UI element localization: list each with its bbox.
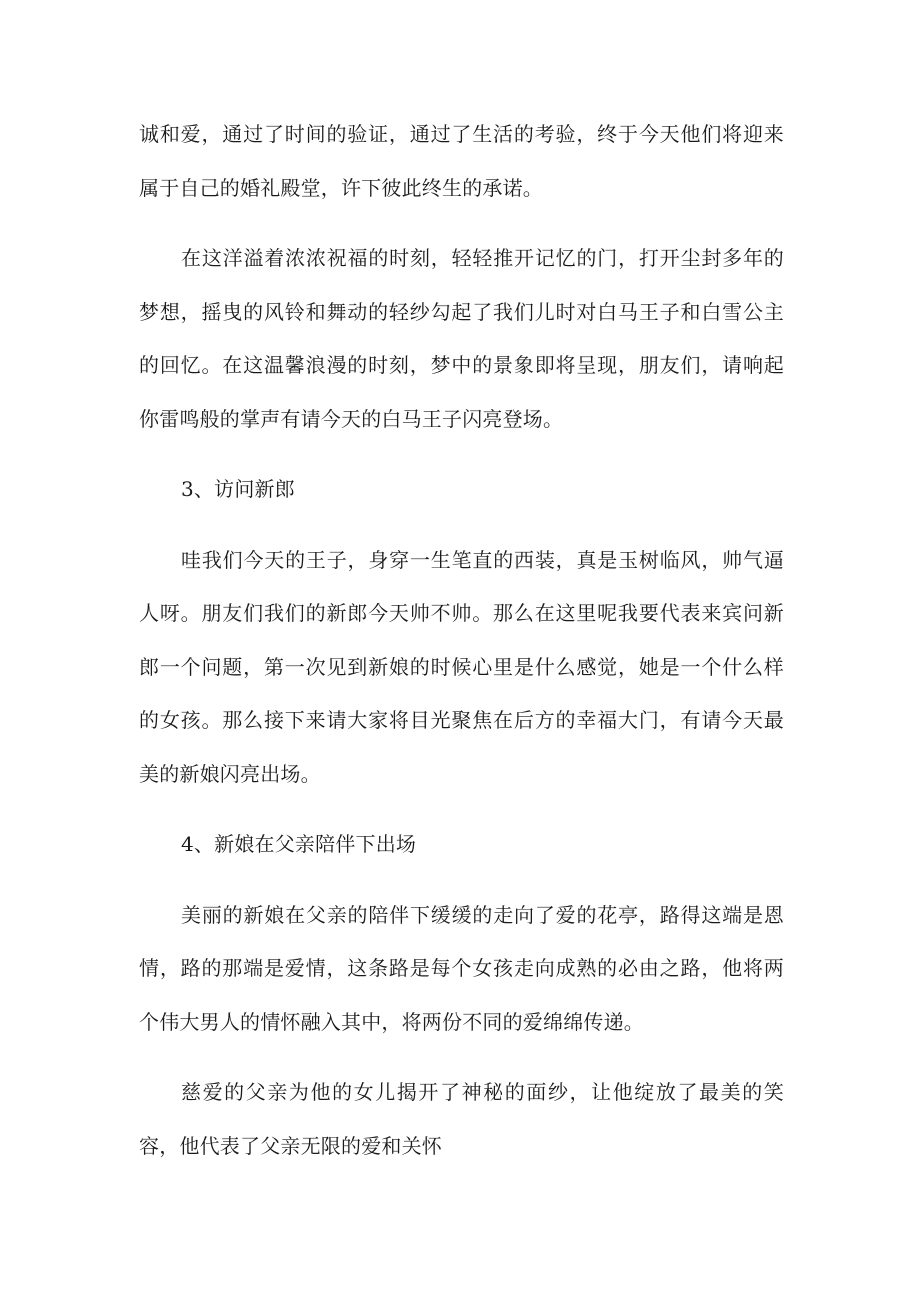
paragraph-5: 慈爱的父亲为他的女儿揭开了神秘的面纱，让他绽放了最美的笑容，他代表了父亲无限的爱和关怀 — [139, 1080, 784, 1158]
paragraph-4: 美丽的新娘在父亲的陪伴下缓缓的走向了爱的花亭，路得这端是恩情，路的那端是爱情，这条路是每个女孩走向成熟的必由之路，他将两个伟大男人的情怀融入其中，将两份不同的爱绵绵传递。 — [139, 902, 784, 1034]
section-heading-3: 3、访问新郎 — [181, 477, 295, 501]
document-body — [139, 108, 784, 1190]
paragraph-2: 在这洋溢着浓浓祝福的时刻，轻轻推开记忆的门，打开尘封多年的梦想，摇曳的风铃和舞动的轻纱勾起了我们儿时对白马王子和白雪公主的回忆。在这温馨浪漫的时刻，梦中的景象即将呈现，朋友们，请响起你雷鸣般的掌声有请今天的白马王子闪亮登场。 — [139, 246, 784, 431]
section-heading-4: 4、新娘在父亲陪伴下出场 — [181, 832, 417, 856]
paragraph-3: 哇我们今天的王子，身穿一生笔直的西装，真是玉树临风，帅气逼人呀。朋友们我们的新郎今天帅不帅。那么在这里呢我要代表来宾问新郎一个问题，第一次见到新娘的时候心里是什么感觉，她是一个什么样的女孩。那么接下来请大家将目光聚焦在后方的幸福大门，有请今天最美的新娘闪亮出场。 — [139, 547, 784, 786]
paragraph-1: 诚和爱，通过了时间的验证，通过了生活的考验，终于今天他们将迎来属于自己的婚礼殿堂，许下彼此终生的承诺。 — [139, 122, 784, 200]
